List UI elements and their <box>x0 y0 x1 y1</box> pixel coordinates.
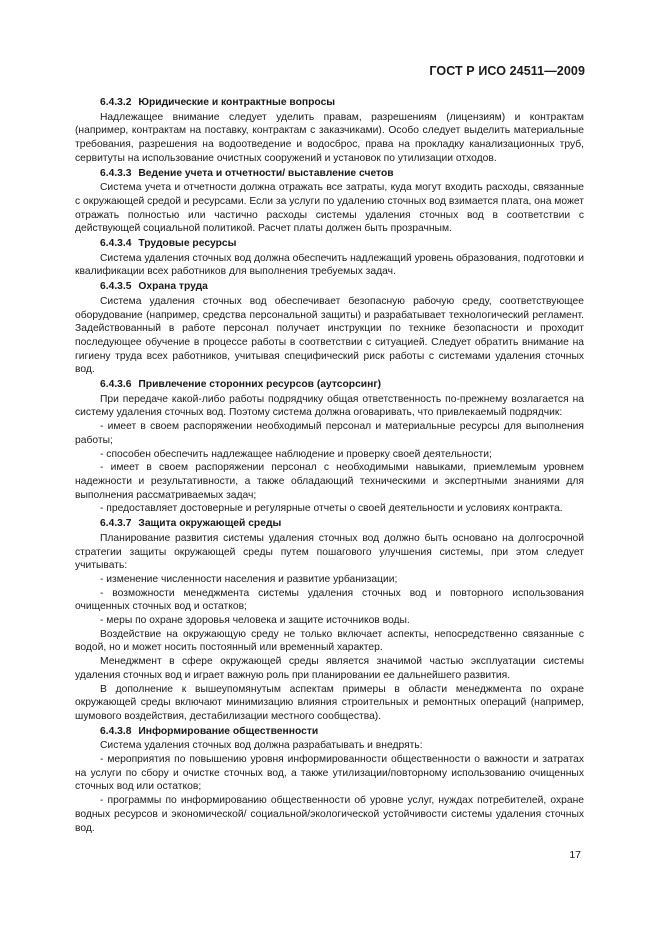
paragraph: Менеджмент в сфере окружающей среды является значимой частью эксплуатации системы удаления сточных вод и играет важную роль при планировании ее дальнейшего развития. <box>75 656 584 681</box>
section-number: 6.4.3.6 <box>100 379 132 391</box>
paragraph: Система удаления сточных вод должна обеспечить надлежащий уровень образования, подготовки и квалификации всех работников для выполнения требуемых задач. <box>75 252 584 278</box>
paragraph: Система удаления сточных вод обеспечивает безопасную рабочую среду, соответствующее оборудование (например, средства персональной защиты) и разрабатывает технологический регламент. Задействованный в работе персонал получает инструкции по технике безопасности и проходит последующее обучение в процессе работы в соответствии с ситуацией. Следует обратить внимание на гигиену труда всех работников, учитывая специфический риск работы с системами удаления сточных вод. <box>75 295 584 376</box>
document-header: ГОСТ Р ИСО 24511—2009 <box>429 64 585 78</box>
section-number: 6.4.3.7 <box>100 518 132 530</box>
list-item: - имеет в своем распоряжении персонал с необходимыми навыками, приемлемым уровнем надежности и результативности, а также обладающий техническими и экспертными знаниями для выполнения рассматриваемых задач; <box>75 462 584 501</box>
list-item: - изменение численности населения и развитие урбанизации; <box>100 573 398 585</box>
paragraph: Надлежащее внимание следует уделить правам, разрешениям (лицензиям) и контрактам (например, контрактам на поставку, контрактам с заказчиками). Особо следует выделить материальные требования, разрешения на водоотведение и водосброс, права на прокладку канализационных труб, сервитуты на использование очистных сооружений и установок по утилизации отходов. <box>75 111 584 164</box>
section-number: 6.4.3.4 <box>100 238 132 250</box>
paragraph: Система учета и отчетности должна отражать все затраты, куда могут входить расходы, связанные с окружающей средой и ресурсами. Если за услуги по удалению сточных вод взимается плата, она может отражать полностью или частично расходы системы удаления сточных вод в соответствии с действующей социальной политикой. Расчет платы должен быть прозрачным. <box>75 182 584 235</box>
section-heading <box>75 166 584 182</box>
paragraph: В дополнение к вышеупомянутым аспектам примеры в области менеджмента по охране окружающей среды включают минимизацию влияния строительных и ремонтных операций (например, шумового воздействия, дестабилизации местного сообщества). <box>75 683 584 722</box>
section-title: Привлечение сторонних ресурсов (аутсорсинг) <box>138 379 382 391</box>
section-number: 6.4.3.3 <box>100 167 132 179</box>
list-item: - способен обеспечить надлежащее наблюдение и проверку своей деятельности; <box>100 448 492 460</box>
section-title: Трудовые ресурсы <box>138 238 237 250</box>
paragraph: Планирование развития системы удаления сточных вод должно быть основано на долгосрочной стратегии защиты окружающей среды путем пошагового улучшения системы, при этом следует учитывать: <box>75 532 584 572</box>
paragraph: При передаче какой-либо работы подрядчику общая ответственность по-прежнему возлагается на систему удаления сточных вод. Поэтому система должна оговаривать, что привлекаемый подрядчик: <box>75 393 584 419</box>
section-title: Ведение учета и отчетности/ выставление счетов <box>138 167 394 179</box>
list-item: - предоставляет достоверные и регулярные отчеты о своей деятельности и условиях контракта. <box>100 503 563 515</box>
section-heading <box>75 377 584 393</box>
section-number: 6.4.3.5 <box>100 281 132 293</box>
page-number: 17 <box>569 849 581 861</box>
list-item: - возможности менеджмента системы удаления сточных вод и повторного использования очищенных сточных вод и остатков; <box>75 587 584 613</box>
list-item: - мероприятия по повышению уровня информированности общественности о важности и затратах на услуги по сбору и очистке сточных вод, а также утилизации/повторному использованию очищенных сточных вод или остатков; <box>75 754 584 793</box>
document-body <box>75 95 584 835</box>
paragraph: Система удаления сточных вод должна разрабатывать и внедрять: <box>100 740 423 752</box>
section-title: Информирование общественности <box>138 725 319 737</box>
list-item: - имеет в своем распоряжении необходимый персонал и материальные ресурсы для выполнения работы; <box>75 421 584 446</box>
section-heading <box>75 724 584 740</box>
section-heading <box>75 95 584 111</box>
section-title: Охрана труда <box>138 281 208 293</box>
section-heading <box>75 236 584 252</box>
section-heading <box>75 516 584 532</box>
section-number: 6.4.3.8 <box>100 725 132 737</box>
paragraph: Воздействие на окружающую среду не только включает аспекты, непосредственно связанные с водой, но и может носить постоянный или временный характер. <box>75 628 584 654</box>
section-title: Юридические и контрактные вопросы <box>138 97 336 108</box>
section-title: Защита окружающей среды <box>138 518 282 530</box>
list-item: - меры по охране здоровья человека и защите источников воды. <box>100 615 410 627</box>
section-heading <box>75 279 584 295</box>
section-number: 6.4.3.2 <box>100 97 132 108</box>
list-item: - программы по информированию общественности об уровне услуг, нуждах потребителей, охране водных ресурсов и экономической/ социальной/экологической устойчивости системы удаления сточных вод. <box>75 795 584 834</box>
